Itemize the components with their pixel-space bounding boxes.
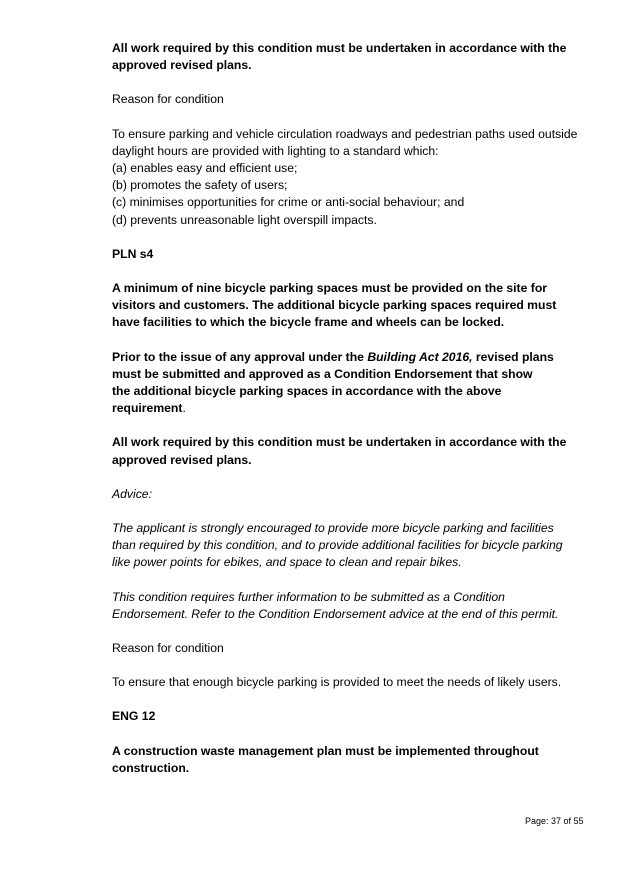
work-condition-paragraph: All work required by this condition must be undertaken in accordance with the approved revised plans. — [112, 41, 567, 73]
section-heading-eng-12: ENG 12 — [112, 709, 156, 724]
advice-paragraph-1: The applicant is strongly encouraged to provide more bicycle parking and facilities than required by this condition, and to provide additional facilities for bicycle parking like power points for ebikes, and space to clean and repair bikes. — [112, 521, 563, 570]
page-number: Page: 37 of 55 — [525, 816, 584, 826]
reason-text: To ensure parking and vehicle circulation roadways and pedestrian paths used outside daylight hours are provided with lighting to a standard which: (a) enables easy and efficient use; (b) promotes the safety of users; (c) minimises opportunities for crime or anti‑social behaviour; and (d) prevents unreasonable light overspill impacts. — [112, 126, 578, 227]
waste-management-condition: A construction waste management plan must be implemented throughout construction. — [112, 743, 539, 775]
document-page — [112, 40, 592, 777]
section-heading-pln-s4: PLN s4 — [112, 246, 154, 261]
reason-text-2: To ensure that enough bicycle parking is provided to meet the needs of likely users. — [112, 675, 562, 690]
building-act-paragraph: Prior to the issue of any approval under the Building Act 2016, revised plans must be submitted and approved as a Condition Endorsement that show the additional bicycle parking spaces in accordance with the above requirement. — [112, 349, 554, 416]
bicycle-parking-condition: A minimum of nine bicycle parking spaces must be provided on the site for visitors and customers. The additional bicycle parking spaces required must have facilities to which the bicycle frame and wheels can be locked. — [112, 281, 557, 330]
work-condition-paragraph-2: All work required by this condition must be undertaken in accordance with the approved revised plans. — [112, 435, 567, 467]
reason-label: Reason for condition — [112, 92, 224, 107]
building-act-reference: Building Act 2016, — [367, 349, 473, 364]
reason-label-2: Reason for condition — [112, 641, 224, 656]
advice-label: Advice: — [112, 486, 152, 501]
advice-paragraph-2: This condition requires further information to be submitted as a Condition Endorsement. Refer to the Condition Endorsement advice at the end of this permit. — [112, 589, 559, 621]
